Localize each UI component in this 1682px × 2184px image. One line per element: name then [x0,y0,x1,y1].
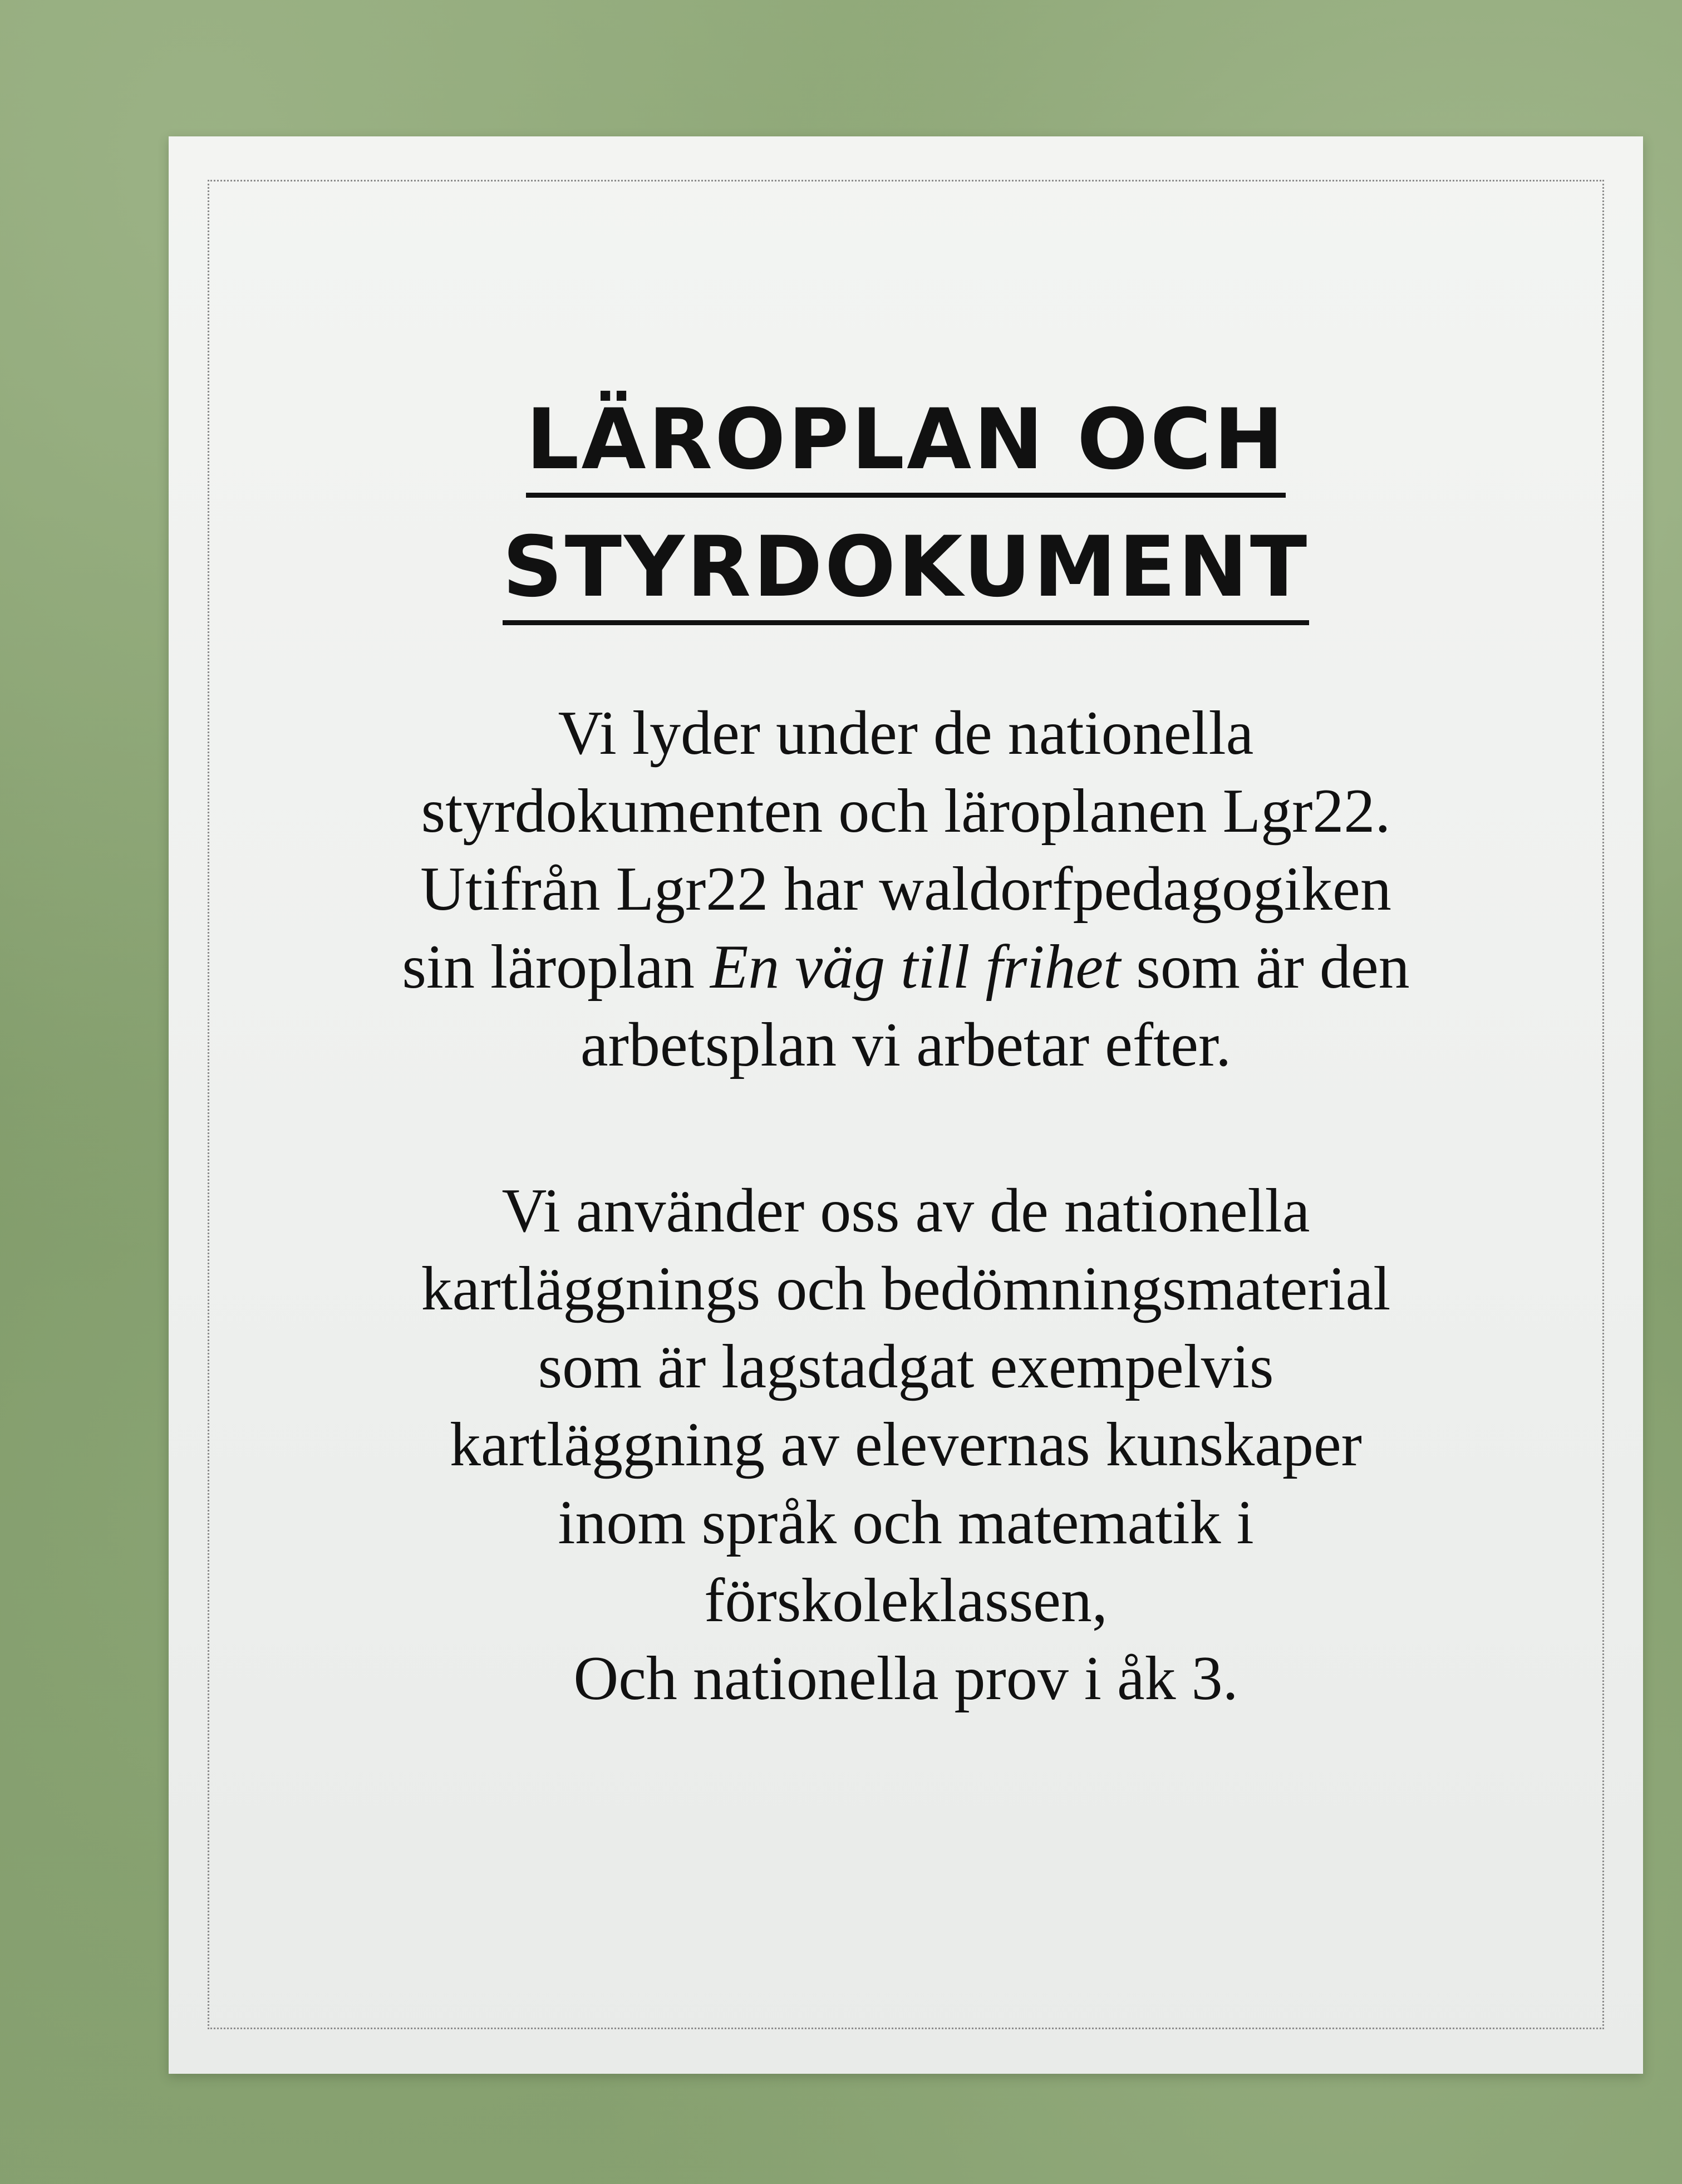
paragraph-1-line-1: Vi lyder under de nationella [558,699,1254,768]
curriculum-title-italic: En väg till frihet [710,933,1121,1002]
notice-paper [169,136,1643,2074]
paragraph-1-line-5: arbetsplan vi arbetar efter. [580,1010,1232,1079]
paragraph-2-line-6: förskoleklassen, [704,1566,1108,1635]
paragraph-2-line-2: kartläggnings och bedömningsmaterial [421,1254,1391,1323]
paragraph-2-line-5: inom språk och matematik i [558,1488,1254,1557]
paragraph-2-line-3: som är lagstadgat exempelvis [538,1332,1274,1401]
line-4-after: som är den [1120,933,1410,1002]
paragraph-2 [258,1172,1554,1717]
title-line-1: LÄROPLAN OCH [526,387,1286,498]
line-4-before: sin läroplan [402,933,710,1002]
paragraph-2-line-7: Och nationella prov i åk 3. [573,1644,1238,1713]
paragraph-1 [258,694,1554,1084]
notice-title [169,381,1643,636]
paragraph-1-line-2: styrdokumenten och läroplanen Lgr22. [421,777,1391,846]
paragraph-2-line-1: Vi använder oss av de nationella [501,1176,1310,1245]
paragraph-2-line-4: kartläggning av elevernas kunskaper [450,1410,1362,1479]
paragraph-1-line-4 [258,928,1554,1006]
paragraph-1-line-3: Utifrån Lgr22 har waldorfpedagogiken [420,855,1391,924]
title-line-2: STYRDOKUMENT [503,514,1310,625]
